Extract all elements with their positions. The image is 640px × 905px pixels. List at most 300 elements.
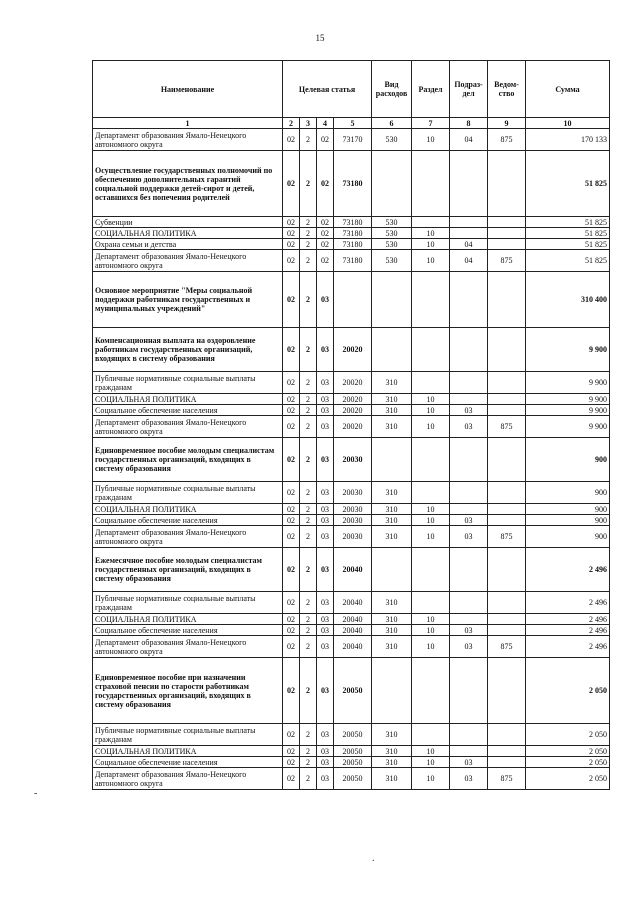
expense-type: 310: [372, 592, 412, 614]
subsection: [450, 746, 488, 757]
table-row: [93, 504, 610, 515]
row-name: Осуществление государственных полномочий по обеспечению дополнительных гарантий социальной поддержки детей-сирот и детей, оставшихся без попечения родителей: [93, 151, 283, 217]
column-number: 5: [334, 118, 372, 129]
target-direction: 20030: [334, 526, 372, 548]
target-type: 2: [300, 405, 317, 416]
department-code: [488, 217, 526, 228]
subsection: [450, 592, 488, 614]
section: 10: [412, 239, 450, 250]
target-program: 02: [283, 328, 300, 372]
target-program: 02: [283, 757, 300, 768]
amount: 2 050: [526, 757, 610, 768]
section: 10: [412, 625, 450, 636]
expense-type: 310: [372, 746, 412, 757]
column-number: 10: [526, 118, 610, 129]
department-code: [488, 724, 526, 746]
target-event: 03: [317, 724, 334, 746]
row-name: Департамент образования Ямало-Ненецкого автономного округа: [93, 526, 283, 548]
amount: 900: [526, 526, 610, 548]
header-name: Наименование: [93, 61, 283, 118]
expense-type: 530: [372, 228, 412, 239]
header-target: Целевая статья: [283, 61, 372, 118]
section: 10: [412, 746, 450, 757]
amount: 2 050: [526, 746, 610, 757]
section: 10: [412, 405, 450, 416]
row-name: Департамент образования Ямало-Ненецкого автономного округа: [93, 129, 283, 151]
target-event: 03: [317, 416, 334, 438]
subsection: [450, 438, 488, 482]
amount: 9 900: [526, 405, 610, 416]
target-event: 03: [317, 768, 334, 790]
column-number: 1: [93, 118, 283, 129]
expense-type: [372, 438, 412, 482]
target-program: 02: [283, 228, 300, 239]
amount: 2 050: [526, 658, 610, 724]
table-row: [93, 625, 610, 636]
target-program: 02: [283, 614, 300, 625]
target-type: 2: [300, 658, 317, 724]
row-name: Социальное обеспечение населения: [93, 625, 283, 636]
amount: 9 900: [526, 416, 610, 438]
expense-type: 310: [372, 526, 412, 548]
target-direction: 73180: [334, 151, 372, 217]
section: [412, 548, 450, 592]
target-direction: 73170: [334, 129, 372, 151]
row-name: СОЦИАЛЬНАЯ ПОЛИТИКА: [93, 614, 283, 625]
target-event: 02: [317, 151, 334, 217]
expense-type: 310: [372, 394, 412, 405]
row-name: СОЦИАЛЬНАЯ ПОЛИТИКА: [93, 394, 283, 405]
section: [412, 272, 450, 328]
table-row: [93, 272, 610, 328]
table-row: [93, 239, 610, 250]
target-type: 2: [300, 416, 317, 438]
amount: 51 825: [526, 250, 610, 272]
header-section: Раздел: [412, 61, 450, 118]
subsection: [450, 482, 488, 504]
target-direction: 73180: [334, 250, 372, 272]
target-program: 02: [283, 372, 300, 394]
subsection: [450, 217, 488, 228]
expense-type: 530: [372, 129, 412, 151]
target-type: 2: [300, 614, 317, 625]
expense-type: 530: [372, 239, 412, 250]
row-name: Публичные нормативные социальные выплаты гражданам: [93, 724, 283, 746]
amount: 2 496: [526, 548, 610, 592]
header-row: [93, 61, 610, 118]
target-direction: 20040: [334, 548, 372, 592]
target-direction: 20040: [334, 625, 372, 636]
target-direction: 20050: [334, 768, 372, 790]
section: [412, 151, 450, 217]
section: 10: [412, 129, 450, 151]
row-name: Социальное обеспечение населения: [93, 757, 283, 768]
target-type: 2: [300, 394, 317, 405]
table-row: [93, 768, 610, 790]
subsection: 03: [450, 526, 488, 548]
target-program: 02: [283, 768, 300, 790]
row-name: Основное мероприятие "Меры социальной поддержки работникам государственных и муниципальных учреждений": [93, 272, 283, 328]
target-event: 03: [317, 548, 334, 592]
target-type: 2: [300, 504, 317, 515]
subsection: [450, 272, 488, 328]
target-type: 2: [300, 328, 317, 372]
department-code: [488, 614, 526, 625]
amount: 900: [526, 482, 610, 504]
department-code: 875: [488, 129, 526, 151]
table-row: [93, 228, 610, 239]
expense-type: 310: [372, 482, 412, 504]
amount: 2 496: [526, 614, 610, 625]
target-direction: 20020: [334, 328, 372, 372]
target-type: 2: [300, 548, 317, 592]
subsection: [450, 614, 488, 625]
expense-type: 310: [372, 625, 412, 636]
target-program: 02: [283, 526, 300, 548]
target-direction: 20040: [334, 592, 372, 614]
target-type: 2: [300, 151, 317, 217]
section: 10: [412, 526, 450, 548]
amount: 900: [526, 515, 610, 526]
subsection: [450, 372, 488, 394]
target-event: 03: [317, 328, 334, 372]
table-row: [93, 250, 610, 272]
header-department: Ведом-ство: [488, 61, 526, 118]
target-direction: 20040: [334, 636, 372, 658]
table-row: [93, 515, 610, 526]
row-name: Департамент образования Ямало-Ненецкого автономного округа: [93, 250, 283, 272]
target-direction: 20030: [334, 438, 372, 482]
amount: 2 050: [526, 724, 610, 746]
scan-mark: -: [34, 788, 38, 799]
target-program: 02: [283, 217, 300, 228]
table-row: [93, 129, 610, 151]
expense-type: [372, 328, 412, 372]
amount: 9 900: [526, 394, 610, 405]
header-expense-type: Вид расходов: [372, 61, 412, 118]
row-name: Социальное обеспечение населения: [93, 515, 283, 526]
target-program: 02: [283, 129, 300, 151]
column-number: 3: [300, 118, 317, 129]
subsection: [450, 228, 488, 239]
row-name: Департамент образования Ямало-Ненецкого автономного округа: [93, 636, 283, 658]
target-type: 2: [300, 768, 317, 790]
department-code: 875: [488, 636, 526, 658]
amount: 2 496: [526, 625, 610, 636]
amount: 51 825: [526, 228, 610, 239]
column-number: 4: [317, 118, 334, 129]
target-program: 02: [283, 239, 300, 250]
amount: 51 825: [526, 151, 610, 217]
header-subsection: Подраз-дел: [450, 61, 488, 118]
expense-type: 310: [372, 515, 412, 526]
target-type: 2: [300, 438, 317, 482]
target-program: 02: [283, 482, 300, 504]
page-number: 15: [315, 33, 325, 43]
expense-type: 530: [372, 250, 412, 272]
target-direction: 20030: [334, 482, 372, 504]
row-name: СОЦИАЛЬНАЯ ПОЛИТИКА: [93, 228, 283, 239]
row-name: Публичные нормативные социальные выплаты гражданам: [93, 372, 283, 394]
target-type: 2: [300, 129, 317, 151]
target-direction: 73180: [334, 217, 372, 228]
column-number: 6: [372, 118, 412, 129]
department-code: [488, 625, 526, 636]
section: 10: [412, 515, 450, 526]
row-name: СОЦИАЛЬНАЯ ПОЛИТИКА: [93, 504, 283, 515]
target-direction: 73180: [334, 239, 372, 250]
target-event: 03: [317, 614, 334, 625]
department-code: [488, 151, 526, 217]
department-code: [488, 658, 526, 724]
department-code: [488, 328, 526, 372]
target-event: 02: [317, 129, 334, 151]
department-code: 875: [488, 768, 526, 790]
row-name: Охрана семьи и детства: [93, 239, 283, 250]
target-direction: 20020: [334, 372, 372, 394]
section: 10: [412, 416, 450, 438]
table-row: [93, 526, 610, 548]
expense-type: [372, 548, 412, 592]
target-event: 03: [317, 438, 334, 482]
expense-type: 310: [372, 757, 412, 768]
amount: 51 825: [526, 217, 610, 228]
expense-type: 310: [372, 372, 412, 394]
subsection: [450, 548, 488, 592]
target-event: 03: [317, 757, 334, 768]
table-row: [93, 757, 610, 768]
department-code: [488, 239, 526, 250]
department-code: [488, 548, 526, 592]
subsection: 03: [450, 768, 488, 790]
target-event: 03: [317, 515, 334, 526]
amount: 2 496: [526, 636, 610, 658]
expense-type: 310: [372, 724, 412, 746]
department-code: [488, 504, 526, 515]
target-program: 02: [283, 515, 300, 526]
row-name: Публичные нормативные социальные выплаты гражданам: [93, 482, 283, 504]
target-event: 03: [317, 526, 334, 548]
target-event: 03: [317, 592, 334, 614]
table-row: [93, 405, 610, 416]
target-type: 2: [300, 272, 317, 328]
target-program: 02: [283, 636, 300, 658]
expense-type: [372, 658, 412, 724]
section: [412, 724, 450, 746]
target-event: 03: [317, 372, 334, 394]
target-type: 2: [300, 625, 317, 636]
section: [412, 438, 450, 482]
target-direction: 20030: [334, 504, 372, 515]
department-code: [488, 746, 526, 757]
department-code: [488, 515, 526, 526]
scan-mark: .: [372, 853, 375, 864]
section: [412, 328, 450, 372]
target-program: 02: [283, 438, 300, 482]
table-row: [93, 724, 610, 746]
department-code: 875: [488, 526, 526, 548]
row-name: СОЦИАЛЬНАЯ ПОЛИТИКА: [93, 746, 283, 757]
amount: 900: [526, 504, 610, 515]
target-direction: 20030: [334, 515, 372, 526]
subsection: [450, 151, 488, 217]
target-event: 03: [317, 625, 334, 636]
target-type: 2: [300, 250, 317, 272]
amount: 9 900: [526, 372, 610, 394]
table-row: [93, 217, 610, 228]
amount: 51 825: [526, 239, 610, 250]
table-row: [93, 614, 610, 625]
target-event: 02: [317, 217, 334, 228]
section: 10: [412, 394, 450, 405]
target-program: 02: [283, 504, 300, 515]
target-program: 02: [283, 724, 300, 746]
target-type: 2: [300, 636, 317, 658]
amount: 310 400: [526, 272, 610, 328]
table-row: [93, 151, 610, 217]
subsection: 04: [450, 239, 488, 250]
row-name: Единовременное пособие при назначении страховой пенсии по старости работникам государственных организаций, входящих в систему образования: [93, 658, 283, 724]
target-direction: 20050: [334, 757, 372, 768]
section: 10: [412, 768, 450, 790]
row-name: Департамент образования Ямало-Ненецкого автономного округа: [93, 416, 283, 438]
target-direction: 20050: [334, 658, 372, 724]
expense-type: 310: [372, 636, 412, 658]
target-type: 2: [300, 526, 317, 548]
target-event: 03: [317, 504, 334, 515]
expense-type: 310: [372, 405, 412, 416]
target-program: 02: [283, 250, 300, 272]
target-program: 02: [283, 592, 300, 614]
table-row: [93, 482, 610, 504]
expense-type: [372, 272, 412, 328]
section: 10: [412, 228, 450, 239]
subsection: [450, 504, 488, 515]
header-amount: Сумма: [526, 61, 610, 118]
target-program: 02: [283, 394, 300, 405]
target-event: 03: [317, 272, 334, 328]
target-type: 2: [300, 217, 317, 228]
row-name: Единовременное пособие молодым специалистам государственных организаций, входящих в систему образования: [93, 438, 283, 482]
section: [412, 592, 450, 614]
table-row: [93, 394, 610, 405]
target-direction: 20050: [334, 746, 372, 757]
expense-type: 310: [372, 768, 412, 790]
department-code: [488, 482, 526, 504]
department-code: [488, 228, 526, 239]
subsection: 03: [450, 515, 488, 526]
target-program: 02: [283, 658, 300, 724]
target-event: 03: [317, 746, 334, 757]
subsection: 03: [450, 636, 488, 658]
section: 10: [412, 614, 450, 625]
subsection: [450, 724, 488, 746]
subsection: 04: [450, 129, 488, 151]
target-type: 2: [300, 372, 317, 394]
expense-type: 530: [372, 217, 412, 228]
target-direction: 20020: [334, 416, 372, 438]
department-code: [488, 372, 526, 394]
table-row: [93, 746, 610, 757]
row-name: Публичные нормативные социальные выплаты гражданам: [93, 592, 283, 614]
target-event: 02: [317, 250, 334, 272]
expense-type: 310: [372, 416, 412, 438]
table-row: [93, 636, 610, 658]
target-program: 02: [283, 746, 300, 757]
target-type: 2: [300, 724, 317, 746]
target-type: 2: [300, 592, 317, 614]
table-row: [93, 372, 610, 394]
amount: 2 050: [526, 768, 610, 790]
subsection: [450, 658, 488, 724]
target-event: 03: [317, 405, 334, 416]
target-direction: 20050: [334, 724, 372, 746]
row-name: Социальное обеспечение населения: [93, 405, 283, 416]
amount: 170 133: [526, 129, 610, 151]
target-type: 2: [300, 239, 317, 250]
row-name: Ежемесячное пособие молодым специалистам государственных организаций, входящих в систему образования: [93, 548, 283, 592]
budget-table: [92, 60, 610, 790]
column-number: 9: [488, 118, 526, 129]
target-direction: [334, 272, 372, 328]
target-type: 2: [300, 746, 317, 757]
table-row: [93, 438, 610, 482]
section: 10: [412, 250, 450, 272]
section: 10: [412, 504, 450, 515]
subsection: 03: [450, 757, 488, 768]
target-event: 02: [317, 228, 334, 239]
target-event: 03: [317, 394, 334, 405]
column-number: 2: [283, 118, 300, 129]
amount: 2 496: [526, 592, 610, 614]
section: 10: [412, 757, 450, 768]
subsection: 03: [450, 405, 488, 416]
department-code: [488, 757, 526, 768]
row-name: Департамент образования Ямало-Ненецкого автономного округа: [93, 768, 283, 790]
subsection: 03: [450, 416, 488, 438]
expense-type: 310: [372, 614, 412, 625]
section: [412, 217, 450, 228]
target-program: 02: [283, 625, 300, 636]
amount: 9 900: [526, 328, 610, 372]
table-row: [93, 416, 610, 438]
target-program: 02: [283, 416, 300, 438]
target-program: 02: [283, 405, 300, 416]
table-row: [93, 328, 610, 372]
target-direction: 20020: [334, 394, 372, 405]
target-direction: 73180: [334, 228, 372, 239]
target-program: 02: [283, 272, 300, 328]
section: 10: [412, 636, 450, 658]
department-code: 875: [488, 416, 526, 438]
department-code: 875: [488, 250, 526, 272]
target-program: 02: [283, 151, 300, 217]
subsection: 04: [450, 250, 488, 272]
expense-type: 310: [372, 504, 412, 515]
target-type: 2: [300, 515, 317, 526]
target-event: 02: [317, 239, 334, 250]
target-type: 2: [300, 228, 317, 239]
target-event: 03: [317, 482, 334, 504]
column-number: 7: [412, 118, 450, 129]
row-name: Компенсационная выплата на оздоровление работникам государственных организаций, входящих в систему образования: [93, 328, 283, 372]
department-code: [488, 394, 526, 405]
target-event: 03: [317, 658, 334, 724]
expense-type: [372, 151, 412, 217]
column-number: 8: [450, 118, 488, 129]
subsection: 03: [450, 625, 488, 636]
department-code: [488, 438, 526, 482]
